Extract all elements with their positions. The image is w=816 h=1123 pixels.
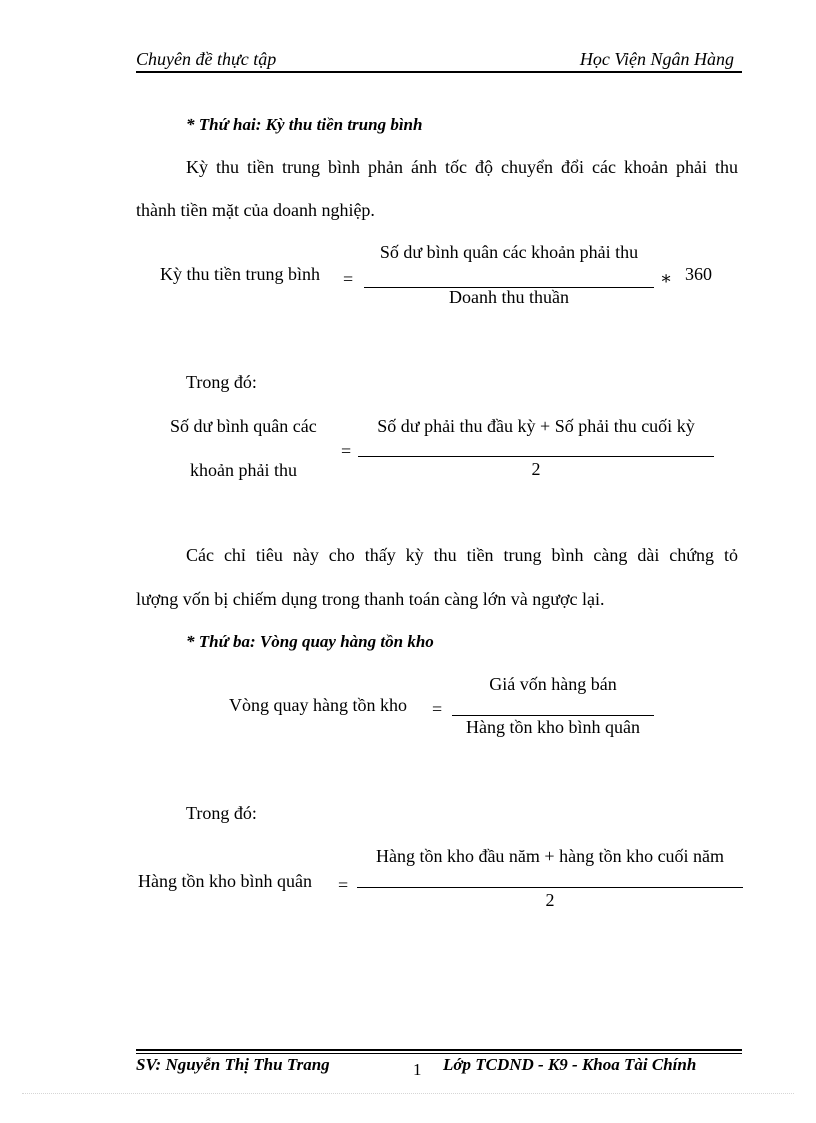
footer-rule <box>136 1053 742 1054</box>
formula-numerator: Giá vốn hàng bán <box>489 674 617 694</box>
footer-rule <box>136 1049 742 1051</box>
equals-sign: = <box>338 875 349 895</box>
equals-sign: = <box>432 699 443 719</box>
formula-lhs: Hàng tồn kho bình quân <box>138 871 312 891</box>
fraction-bar <box>452 715 654 716</box>
formula-lhs: Số dư bình quân các <box>170 416 317 436</box>
multiply-sign: ∗ <box>660 268 673 288</box>
footer-class: Lớp TCDND - K9 - Khoa Tài Chính <box>443 1055 697 1074</box>
page-number: 1 <box>413 1060 422 1079</box>
fraction-bar <box>357 887 743 888</box>
paragraph-line: Kỳ thu tiền trung bình phản ánh tốc độ chuyển đổi các khoản phải thu <box>186 157 738 177</box>
formula-denominator: 2 <box>531 459 541 479</box>
formula-numerator: Số dư phải thu đầu kỳ + Số phải thu cuối kỳ <box>377 416 695 436</box>
formula-lhs: Vòng quay hàng tồn kho <box>229 695 407 715</box>
where-label: Trong đó: <box>186 803 257 823</box>
paragraph-line: thành tiền mặt của doanh nghiệp. <box>136 200 375 220</box>
where-label: Trong đó: <box>186 372 257 392</box>
formula-lhs: khoản phải thu <box>190 460 297 480</box>
formula-denominator: 2 <box>545 890 555 910</box>
section-heading-inventory-turnover: * Thứ ba: Vòng quay hàng tồn kho <box>186 632 434 651</box>
fraction-bar <box>358 456 714 457</box>
page-edge <box>22 1093 794 1094</box>
formula-factor: 360 <box>685 264 712 284</box>
equals-sign: = <box>341 441 352 461</box>
header-right: Học Viện Ngân Hàng <box>579 49 734 69</box>
formula-denominator: Doanh thu thuần <box>449 287 569 307</box>
formula-numerator: Hàng tồn kho đầu năm + hàng tồn kho cuối năm <box>375 846 725 866</box>
formula-lhs: Kỳ thu tiền trung bình <box>160 264 320 284</box>
header-left: Chuyên đề thực tập <box>136 49 277 69</box>
header-rule <box>136 71 742 73</box>
equals-sign: = <box>343 269 354 289</box>
paragraph-line: lượng vốn bị chiếm dụng trong thanh toán càng lớn và ngược lại. <box>136 589 605 609</box>
formula-denominator: Hàng tồn kho bình quân <box>466 717 640 737</box>
footer-student: SV: Nguyễn Thị Thu Trang <box>136 1055 330 1074</box>
formula-numerator: Số dư bình quân các khoản phải thu <box>379 242 639 262</box>
paragraph-line: Các chỉ tiêu này cho thấy kỳ thu tiền trung bình càng dài chứng tỏ <box>186 545 738 565</box>
section-heading-average-collection-period: * Thứ hai: Kỳ thu tiền trung bình <box>186 115 423 134</box>
